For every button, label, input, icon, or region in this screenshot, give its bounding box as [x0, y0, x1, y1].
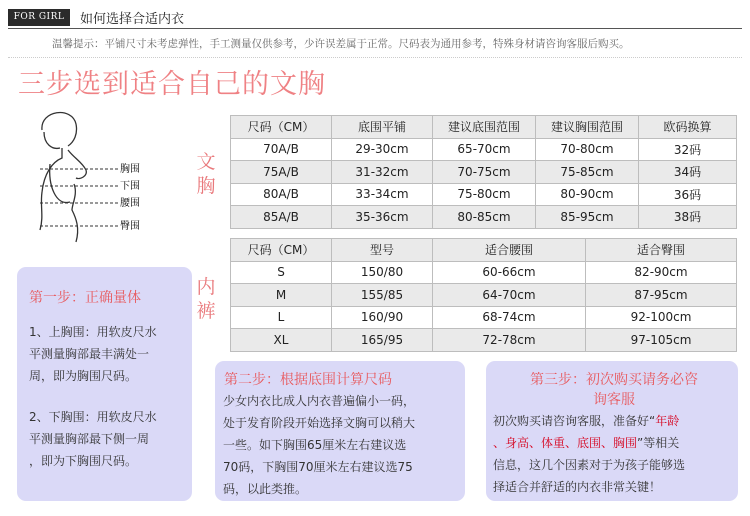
column-header: 型号 [332, 239, 433, 262]
table-row [231, 161, 737, 184]
table-cell: 65-70cm [433, 138, 536, 161]
table-cell: 70-80cm [536, 138, 639, 161]
table-cell: 75A/B [231, 161, 332, 184]
step2-box [215, 361, 465, 501]
header-divider [8, 28, 742, 29]
table-row [231, 261, 737, 284]
text-line: 2、下胸围：用软皮尺水 [29, 410, 157, 424]
highlight-text: 年龄 [655, 414, 680, 428]
table-cell: 38码 [639, 206, 737, 229]
bra-side-char: 文 [196, 151, 216, 173]
title-line: 第三步：初次购买请务必咨 [530, 372, 698, 388]
column-header: 建议胸围范围 [536, 116, 639, 139]
table-cell: 85A/B [231, 206, 332, 229]
text-line: 1、上胸围：用软皮尺水 [29, 325, 157, 339]
text-line: 信息，这几个因素对于为孩子能够选 [493, 458, 686, 472]
body-measure-figure [22, 102, 192, 252]
step2-text [223, 390, 415, 500]
highlight-text: 、身高、体重、底围、胸围 [493, 436, 638, 450]
column-header: 建议底围范围 [433, 116, 536, 139]
table-cell: 36码 [639, 183, 737, 206]
table-cell: 70A/B [231, 138, 332, 161]
table-cell: 64-70cm [433, 284, 586, 307]
table-cell: 75-80cm [433, 183, 536, 206]
table-row [231, 284, 737, 307]
waist-label: 腰围 [120, 198, 140, 209]
body-outline [40, 113, 86, 242]
bra-side-label [195, 150, 217, 198]
step1-text-1 [29, 321, 157, 387]
table-cell: 34码 [639, 161, 737, 184]
bra-side-char: 胸 [196, 175, 216, 197]
table-cell: 32码 [639, 138, 737, 161]
table-cell: 70-75cm [433, 161, 536, 184]
step2-title: 第二步：根据底围计算尺码 [224, 372, 392, 388]
table-cell: L [231, 306, 332, 329]
table-cell: XL [231, 329, 332, 352]
text-line: 择适合并舒适的内衣非常关键！ [493, 480, 662, 494]
text-line: ，即为下胸围尺码。 [29, 454, 138, 468]
text-span: 初次购买请咨询客服，准备好“ [493, 414, 656, 428]
table-row [231, 138, 737, 161]
table-cell: 80-85cm [433, 206, 536, 229]
table-cell: 97-105cm [586, 329, 737, 352]
table-cell: 35-36cm [332, 206, 433, 229]
table-cell: 31-32cm [332, 161, 433, 184]
table-cell: 80A/B [231, 183, 332, 206]
text-line [493, 432, 685, 454]
text-line: 码，以此类推。 [223, 482, 308, 496]
table-cell: 68-74cm [433, 306, 586, 329]
step3-text [493, 410, 685, 498]
text-line: 70码，下胸围70厘米左右建议选75 [223, 460, 413, 474]
table-cell: S [231, 261, 332, 284]
table-row [231, 329, 737, 352]
step3-title [494, 370, 734, 410]
panties-side-char: 裤 [196, 300, 216, 322]
column-header: 底围平铺 [332, 116, 433, 139]
panties-side-label [195, 275, 217, 323]
panties-side-char: 内 [196, 276, 216, 298]
text-span: ”等相关 [637, 436, 680, 450]
column-header: 欧码换算 [639, 116, 737, 139]
table-cell: M [231, 284, 332, 307]
text-line: 平测量胸部最丰满处一 [29, 347, 150, 361]
text-line: 平测量胸部最下侧一周 [29, 432, 150, 446]
notice-divider [8, 57, 742, 58]
table-cell: 150/80 [332, 261, 433, 284]
table-cell: 75-85cm [536, 161, 639, 184]
text-line: 处于发育阶段开始选择文胸可以稍大 [223, 416, 416, 430]
step1-title: 第一步：正确量体 [29, 290, 141, 306]
column-header: 适合臀围 [586, 239, 737, 262]
table-cell: 155/85 [332, 284, 433, 307]
table-row [231, 183, 737, 206]
column-header: 适合腰围 [433, 239, 586, 262]
table-cell: 29-30cm [332, 138, 433, 161]
table-cell: 160/90 [332, 306, 433, 329]
page-title: 如何选择合适内衣 [80, 12, 185, 27]
panties-size-table [230, 238, 737, 352]
column-header: 尺码（CM） [231, 116, 332, 139]
brand-tag: FOR GIRL [8, 9, 70, 26]
table-header-row [231, 239, 737, 262]
text-line: 一些。如下胸围65厘米左右建议选 [223, 438, 407, 452]
table-cell: 85-95cm [536, 206, 639, 229]
text-line: 周，即为胸围尺码。 [29, 369, 138, 383]
bust-label: 胸围 [120, 164, 140, 175]
table-cell: 33-34cm [332, 183, 433, 206]
column-header: 尺码（CM） [231, 239, 332, 262]
table-cell: 60-66cm [433, 261, 586, 284]
table-cell: 92-100cm [586, 306, 737, 329]
text-line [493, 410, 685, 432]
table-row [231, 306, 737, 329]
notice-text: 温馨提示：平铺尺寸未考虑弹性，手工测量仅供参考，少许误差属于正常。尺码表为通用参考，特殊身材请咨询客服后购买。 [52, 38, 630, 50]
table-cell: 72-78cm [433, 329, 586, 352]
step3-box [486, 361, 738, 501]
hip-label: 臀围 [120, 221, 140, 232]
table-cell: 80-90cm [536, 183, 639, 206]
step1-box [17, 267, 192, 501]
underbust-label: 下围 [120, 181, 140, 192]
table-cell: 82-90cm [586, 261, 737, 284]
bra-size-table [230, 115, 737, 229]
title-line: 询客服 [593, 392, 635, 408]
table-row [231, 206, 737, 229]
table-header-row [231, 116, 737, 139]
table-cell: 165/95 [332, 329, 433, 352]
text-line: 少女内衣比成人内衣普遍偏小一码， [223, 394, 416, 408]
main-title: 三步选到适合自己的文胸 [18, 69, 326, 100]
step1-text-2 [29, 406, 157, 472]
table-cell: 87-95cm [586, 284, 737, 307]
